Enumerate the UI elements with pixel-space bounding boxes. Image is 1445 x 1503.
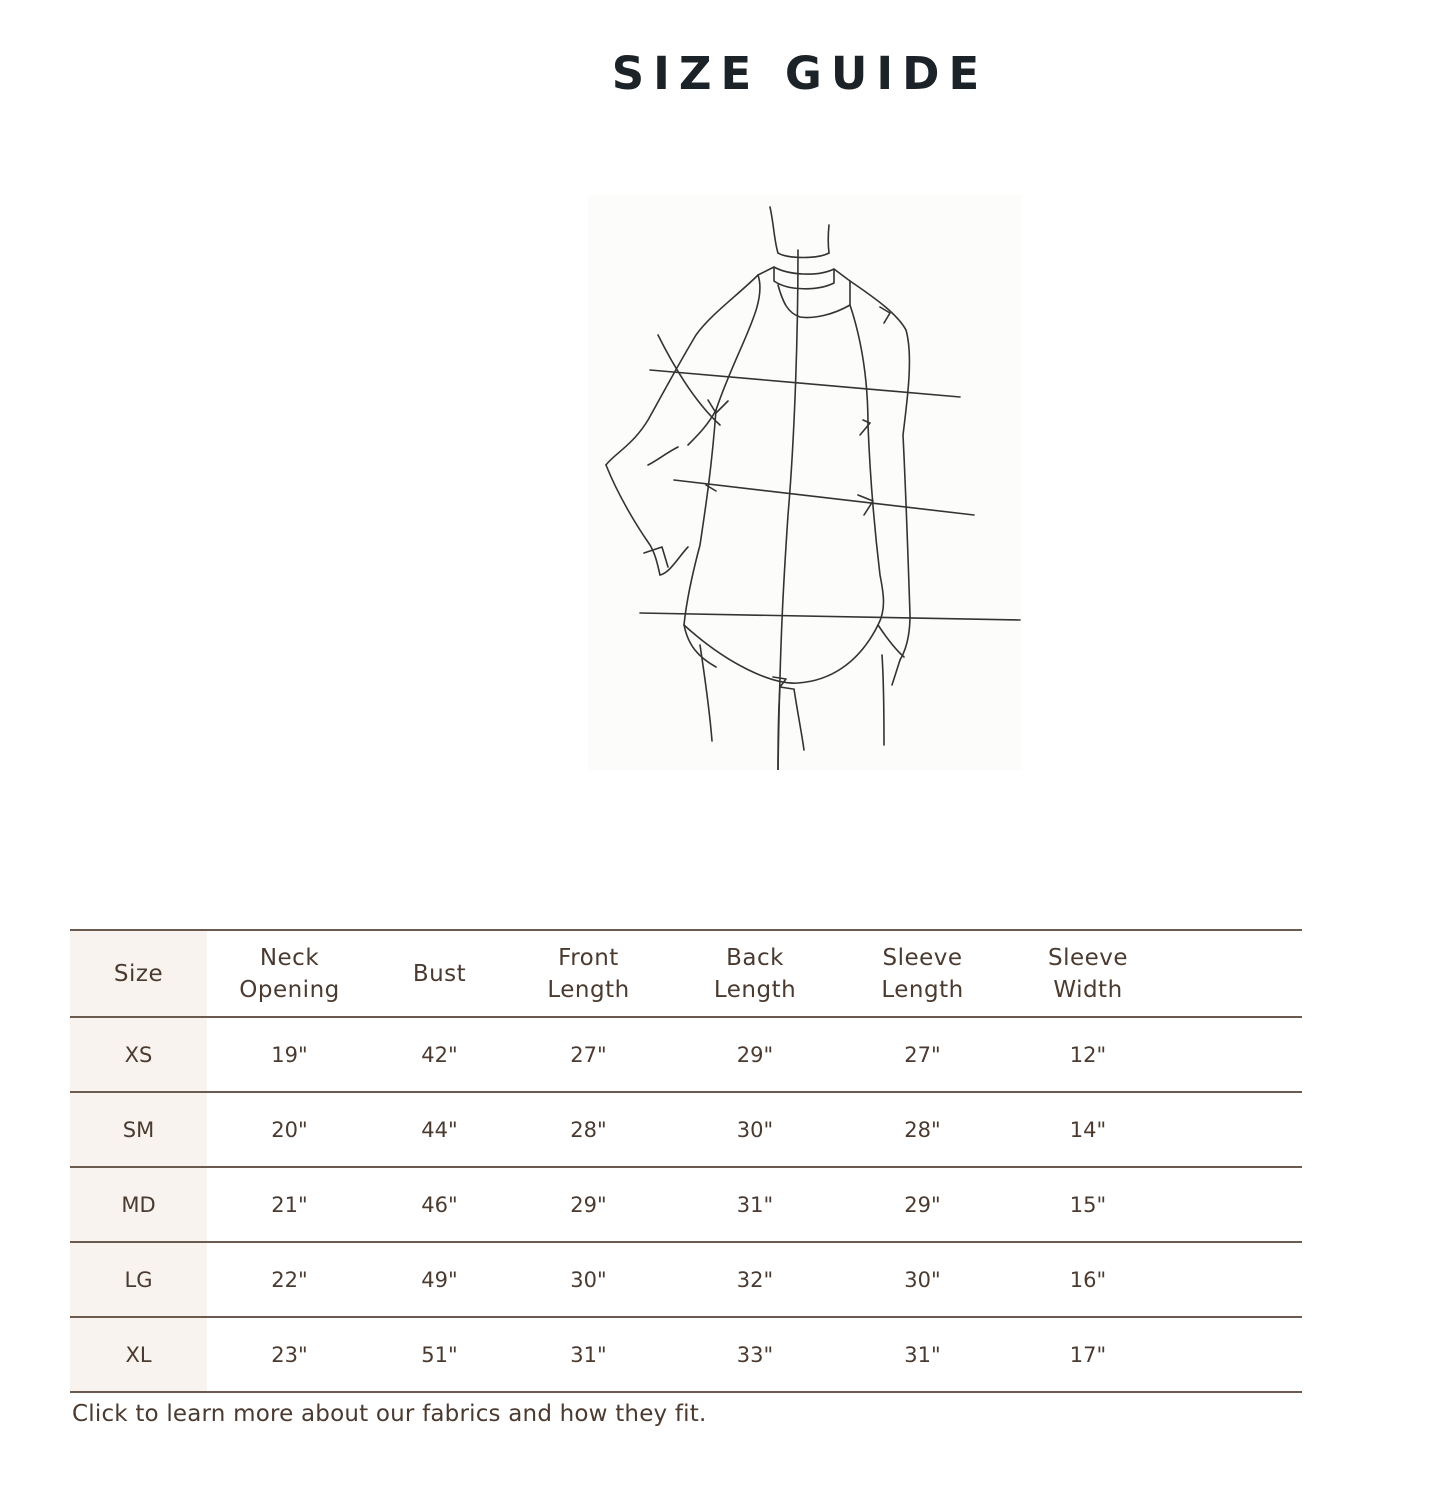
size-cell: SM [70, 1092, 207, 1167]
table-cell: 42" [421, 1042, 458, 1067]
table-row [70, 1017, 1302, 1092]
size-cell: XL [70, 1317, 207, 1392]
fabrics-fit-link[interactable]: Click to learn more about our fabrics and how they fit. [72, 1401, 707, 1427]
table-cell: 15" [1069, 1192, 1107, 1217]
table-cell: 17" [1069, 1342, 1107, 1367]
header-line: Neck Opening [239, 944, 340, 1003]
table-cell: 31" [736, 1192, 774, 1217]
table-cell: 23" [271, 1342, 308, 1367]
column-header-sleeve-width [1005, 930, 1171, 1017]
table-cell: 31" [904, 1342, 941, 1367]
table-cell [1171, 1242, 1302, 1317]
table-cell: 28" [570, 1117, 607, 1142]
table-cell: 22" [271, 1267, 308, 1292]
table-cell: 21" [271, 1192, 308, 1217]
table-cell: 12" [1069, 1042, 1107, 1067]
table-header-row [70, 930, 1302, 1017]
table-cell: 20" [271, 1117, 308, 1142]
table-cell: 44" [421, 1117, 458, 1142]
column-header-neck-opening [207, 930, 372, 1017]
garment-sketch-icon [588, 195, 1022, 770]
table-cell: 31" [570, 1342, 607, 1367]
table-row [70, 1317, 1302, 1392]
table-cell: 51" [421, 1342, 458, 1367]
header-line: Sleeve Width [1047, 944, 1129, 1003]
table-cell [1171, 1317, 1302, 1392]
table-cell: 49" [421, 1267, 458, 1292]
table-cell: 19" [271, 1042, 308, 1067]
table-cell: 29" [904, 1192, 941, 1217]
column-header-front-length [507, 930, 670, 1017]
table-row [70, 1242, 1302, 1317]
table-cell: 14" [1069, 1117, 1107, 1142]
table-cell: 32" [736, 1267, 774, 1292]
page-title: SIZE GUIDE [611, 47, 989, 100]
column-header-size: Size [70, 930, 207, 1017]
column-header-empty [1171, 930, 1302, 1017]
size-cell: LG [70, 1242, 207, 1317]
size-chart-table [70, 929, 1302, 1393]
table-cell [1171, 1017, 1302, 1092]
table-cell [1171, 1092, 1302, 1167]
table-cell: 29" [570, 1192, 607, 1217]
header-line: Back Length [713, 944, 797, 1003]
table-cell: 27" [570, 1042, 607, 1067]
table-cell: 27" [904, 1042, 941, 1067]
column-header-bust: Bust [412, 960, 467, 987]
header-line: Sleeve Length [881, 944, 964, 1003]
table-cell [1171, 1167, 1302, 1242]
column-header-back-length [670, 930, 840, 1017]
table-cell: 30" [904, 1267, 941, 1292]
table-row [70, 1092, 1302, 1167]
size-cell: XS [70, 1017, 207, 1092]
table-cell: 30" [570, 1267, 607, 1292]
table-cell: 29" [736, 1042, 774, 1067]
table-cell: 16" [1069, 1267, 1107, 1292]
table-row [70, 1167, 1302, 1242]
table-cell: 28" [904, 1117, 941, 1142]
table-cell: 30" [736, 1117, 774, 1142]
size-cell: MD [70, 1167, 207, 1242]
table-cell: 33" [736, 1342, 774, 1367]
header-line: Front Length [547, 944, 630, 1003]
table-cell: 46" [421, 1192, 458, 1217]
column-header-sleeve-length [840, 930, 1005, 1017]
